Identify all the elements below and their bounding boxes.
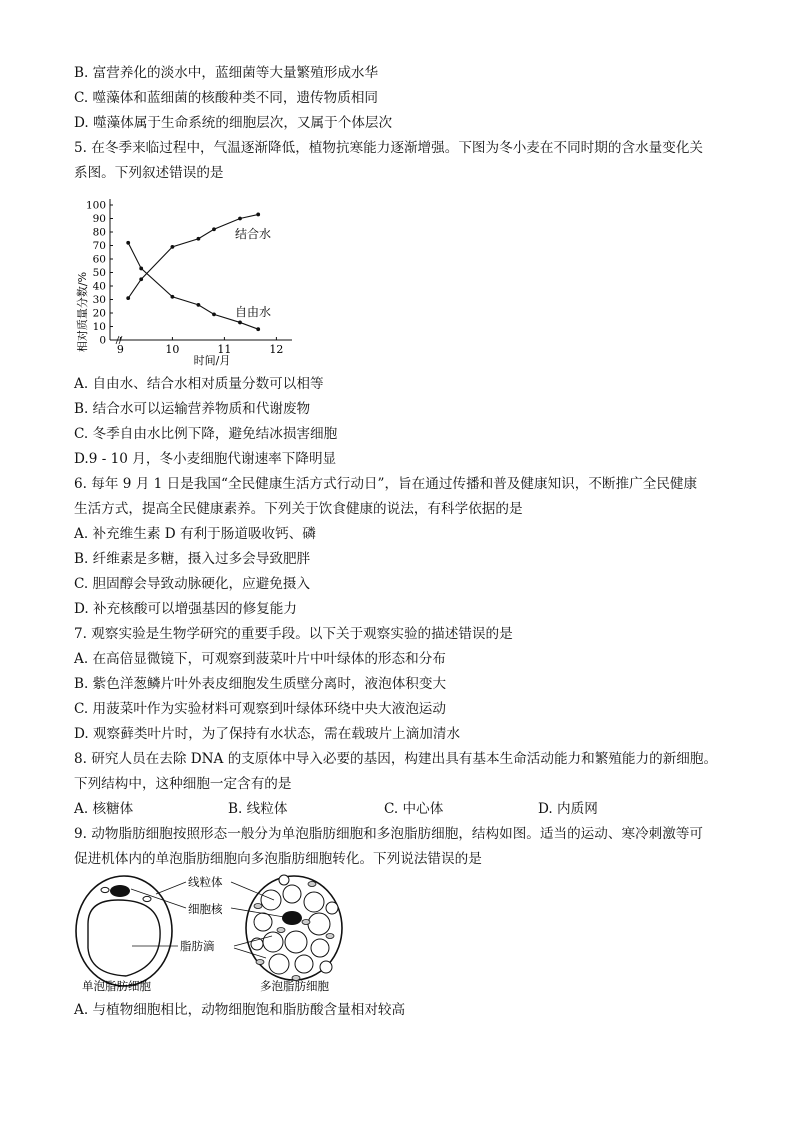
y-axis-label: 相对质量分数/%	[76, 271, 89, 353]
y-tick-label: 30	[92, 294, 106, 306]
data-point-free-water	[126, 241, 130, 245]
y-tick-label: 100	[85, 199, 106, 212]
pointer-line	[156, 882, 186, 894]
multilocular-fat-droplet	[283, 885, 301, 903]
data-point-bound-water	[171, 245, 175, 249]
q6-stem-line2: 生活方式，提高全民健康素养。下列关于饮食健康的说法，有科学依据的是	[74, 501, 523, 517]
q8-option-b: B. 线粒体	[228, 801, 288, 817]
multilocular-mitochondrion	[326, 934, 334, 939]
multilocular-fat-droplet	[295, 955, 313, 973]
q7-stem: 7. 观察实验是生物学研究的重要手段。以下关于观察实验的描述错误的是	[74, 626, 513, 642]
multilocular-fat-droplet	[320, 961, 332, 973]
x-tick-label: 10	[165, 343, 180, 356]
q5-option-c: C. 冬季自由水比例下降，避免结冰损害细胞	[74, 426, 338, 442]
data-point-free-water	[171, 295, 175, 299]
multilocular-mitochondrion	[277, 928, 285, 933]
unilocular-fat-droplet	[88, 900, 160, 976]
q7-option-d: D. 观察藓类叶片时，为了保持有水状态，需在载玻片上滴加清水	[74, 726, 461, 742]
unilocular-mitochondrion	[143, 896, 151, 901]
q9-stem-line2: 促进机体内的单泡脂肪细胞向多泡脂肪细胞转化。下列说法错误的是	[74, 851, 482, 867]
label-mitochondrion: 线粒体	[188, 875, 223, 889]
q4-option-b: B. 富营养化的淡水中，蓝细菌等大量繁殖形成水华	[74, 65, 379, 81]
water-content-chart	[72, 190, 302, 370]
label-nucleus: 细胞核	[188, 902, 223, 916]
y-tick-label: 80	[92, 226, 106, 239]
multilocular-fat-droplet	[311, 939, 329, 957]
q4-option-d: D. 噬藻体属于生命系统的细胞层次，又属于个体层次	[74, 115, 393, 131]
data-point-bound-water	[212, 227, 216, 231]
data-point-bound-water	[197, 237, 201, 241]
fat-cell-figure	[74, 872, 364, 996]
multilocular-fat-droplet	[279, 875, 289, 885]
label-fat-droplet: 脂肪滴	[180, 939, 215, 953]
multilocular-fat-droplet	[269, 954, 289, 974]
q8-option-d: D. 内质网	[538, 801, 598, 817]
caption-unilocular: 单泡脂肪细胞	[82, 979, 151, 993]
y-tick-label: 70	[92, 240, 106, 252]
y-tick-label: 50	[92, 267, 106, 279]
data-point-free-water	[256, 327, 260, 331]
q7-option-c: C. 用菠菜叶作为实验材料可观察到叶绿体环绕中央大液泡运动	[74, 701, 446, 717]
y-tick-label: 40	[92, 280, 106, 293]
y-tick-label: 0	[99, 334, 106, 347]
data-point-bound-water	[238, 217, 242, 221]
multilocular-fat-droplet	[326, 902, 338, 914]
data-point-free-water	[212, 312, 216, 316]
x-tick-label: 11	[217, 343, 232, 356]
multilocular-nucleus	[282, 911, 302, 925]
multilocular-mitochondrion	[302, 920, 310, 925]
unilocular-nucleus	[110, 885, 130, 897]
q5-stem-line1: 5. 在冬季来临过程中，气温逐渐降低，植物抗寒能力逐渐增强。下图为冬小麦在不同时期的含水量变化关	[74, 140, 704, 156]
q7-option-b: B. 紫色洋葱鳞片叶外表皮细胞发生质壁分离时，液泡体积变大	[74, 676, 447, 692]
q5-option-a: A. 自由水、结合水相对质量分数可以相等	[74, 376, 324, 392]
q6-option-b: B. 纤维素是多糖，摄入过多会导致肥胖	[74, 551, 311, 567]
multilocular-fat-droplet	[308, 913, 330, 935]
y-tick-label: 10	[92, 321, 106, 333]
q6-option-d: D. 补充核酸可以增强基因的修复能力	[74, 601, 297, 617]
q5-stem-line2: 系图。下列叙述错误的是	[74, 165, 224, 181]
multilocular-mitochondrion	[254, 904, 262, 909]
x-tick-label: 12	[269, 343, 284, 356]
x-tick-label: 9	[116, 343, 124, 356]
q8-stem-line1: 8. 研究人员在去除 DNA 的支原体中导入必要的基因，构建出具有基本生命活动能力和繁殖能力的新细胞。	[74, 751, 718, 767]
multilocular-fat-droplet	[285, 931, 307, 953]
x-axis-label: 时间/月	[193, 354, 231, 367]
series-label-bound-water: 结合水	[235, 227, 272, 241]
q6-option-a: A. 补充维生素 D 有利于肠道吸收钙、磷	[74, 526, 316, 542]
unilocular-mitochondrion	[101, 887, 109, 892]
q6-stem-line1: 6. 每年 9 月 1 日是我国“全民健康生活方式行动日”，旨在通过传播和普及健康知识，不断推广全民健康	[74, 476, 698, 492]
q5-option-d: D.9 - 10 月，冬小麦细胞代谢速率下降明显	[74, 451, 337, 467]
q7-option-a: A. 在高倍显微镜下，可观察到菠菜叶片中叶绿体的形态和分布	[74, 651, 446, 667]
q8-option-c: C. 中心体	[384, 801, 444, 817]
data-point-bound-water	[139, 277, 143, 281]
q5-option-b: B. 结合水可以运输营养物质和代谢废物	[74, 401, 311, 417]
multilocular-fat-droplet	[263, 932, 283, 952]
y-tick-label: 20	[92, 307, 106, 320]
y-tick-label: 60	[92, 253, 106, 266]
data-point-free-water	[139, 267, 143, 271]
q9-stem-line1: 9. 动物脂肪细胞按照形态一般分为单泡脂肪细胞和多泡脂肪细胞，结构如图。适当的运动、寒冷刺激等可	[74, 826, 704, 842]
q9-option-a: A. 与植物细胞相比，动物细胞饱和脂肪酸含量相对较高	[74, 1002, 406, 1018]
q6-option-c: C. 胆固醇会导致动脉硬化，应避免摄入	[74, 576, 311, 592]
multilocular-fat-droplet	[254, 913, 272, 931]
q8-option-a: A. 核糖体	[74, 801, 134, 817]
multilocular-fat-droplet	[304, 892, 324, 912]
q8-stem-line2: 下列结构中，这种细胞一定含有的是	[74, 776, 292, 792]
data-point-bound-water	[256, 213, 260, 217]
data-point-free-water	[238, 321, 242, 325]
data-point-free-water	[197, 303, 201, 307]
q4-option-c: C. 噬藻体和蓝细菌的核酸种类不同，遗传物质相同	[74, 90, 379, 106]
multilocular-fat-droplet	[261, 890, 281, 910]
multilocular-mitochondrion	[308, 882, 316, 887]
data-point-bound-water	[126, 296, 130, 300]
caption-multilocular: 多泡脂肪细胞	[260, 979, 329, 993]
series-label-free-water: 自由水	[235, 305, 272, 319]
multilocular-mitochondrion	[256, 960, 264, 965]
y-tick-label: 90	[92, 213, 106, 225]
